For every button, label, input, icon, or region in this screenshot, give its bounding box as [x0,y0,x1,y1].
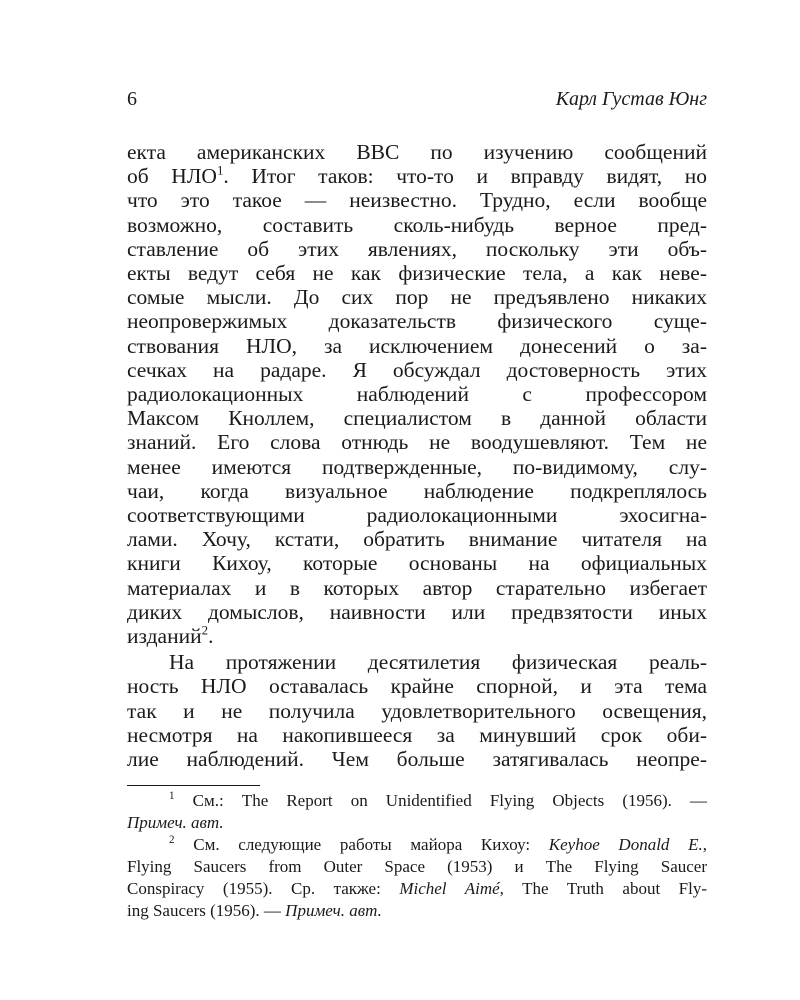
text-line: соответствующими радиолокационными эхосигна- [127,503,707,528]
footnote-text: См. следующие работы майора Кихоу: [193,835,549,855]
footnote-ref-1[interactable]: 1 [216,164,224,178]
text-line: лами. Хочу, кстати, обратить внимание читателя на [127,527,707,552]
page-header [127,88,707,118]
text-line: лие наблюдений. Чем больше затягивалась неопре- [127,747,707,772]
text-line: Максом Кноллем, специалистом в данной области [127,406,707,431]
footnote-mark-1: 1 [169,790,175,803]
text-line: неопровержимых доказательств физического суще- [127,309,707,334]
footnote-text: Conspiracy (1955). Ср. также: [127,879,400,899]
main-text [127,140,707,771]
text-line: знаний. Его слова отнюдь не воодушевляют. Тем не [127,430,707,455]
text-line: ствования НЛО, за исключением донесений о за- [127,333,707,358]
text-line: менее имеются подтвержденные, по-видимому, слу- [127,454,707,479]
footnotes [127,790,707,922]
text-line: чаи, когда визуальное наблюдение подкреплялось [127,478,707,503]
text-line: материалах и в которых автор старательно избегает [127,575,707,600]
text-line: что это такое — неизвестно. Трудно, если вообще [127,188,707,213]
footnote-line [127,878,707,900]
text-fragment: об НЛО [127,164,217,189]
footnote-text: , The Truth about Fly- [499,879,707,899]
footnote-2 [127,834,707,856]
footnote-line: Flying Saucers from Outer Space (1953) и The Flying Saucer [127,857,707,877]
footnote-note: Примеч. авт. [127,813,224,833]
footnote-mark-2: 2 [169,834,175,847]
text-line: На протяжении десятилетия физическая реаль- [169,650,707,675]
text-line: радиолокационных наблюдений с профессором [127,382,707,407]
running-title: Карл Густав Юнг [555,88,707,110]
text-line: екты ведут себя не как физические тела, а как неве- [127,261,707,286]
text-line: ность НЛО оставалась крайне спорной, и эта тема [127,674,707,699]
text-line: несмотря на накопившееся за минувший срок оби- [127,722,707,747]
footnote-text: См.: The Report on Unidentified Flying Objects (1956). — [192,791,707,811]
text-fragment: . [208,624,214,649]
footnote-line [127,900,707,922]
page-number: 6 [127,88,137,110]
book-page [127,88,707,922]
footnote-ref-2[interactable]: 2 [201,624,209,638]
footnote-1 [127,790,707,812]
footnote-text: , [702,835,707,855]
text-line: сечках на радаре. Я обсуждал достоверность этих [127,357,707,382]
text-line: книги Кихоу, которые основаны на официальных [127,551,707,576]
text-line: диких домыслов, наивности или предвзятости иных [127,599,707,624]
footnote-author: Keyhoe Donald E. [548,835,703,855]
text-line: возможно, составить сколь-нибудь верное пред- [127,212,707,237]
footnote-divider [127,785,260,786]
footnote-author: Michel Aimé [399,879,500,899]
text-line: сомые мысли. До сих пор не предъявлено никаких [127,285,707,310]
text-line: ставление об этих явлениях, поскольку эти объ- [127,236,707,261]
text-line: екта американских ВВС по изучению сообщений [127,140,707,164]
text-fragment: изданий [127,624,202,649]
footnote-note: Примеч. авт. [285,901,382,921]
text-fragment: . Итог таков: что-то и вправду видят, но [223,164,707,189]
text-line [127,624,707,648]
text-line: так и не получила удовлетворительного освещения, [127,698,707,723]
footnote-text: ing Saucers (1956). — [127,901,286,921]
text-line [127,164,707,188]
